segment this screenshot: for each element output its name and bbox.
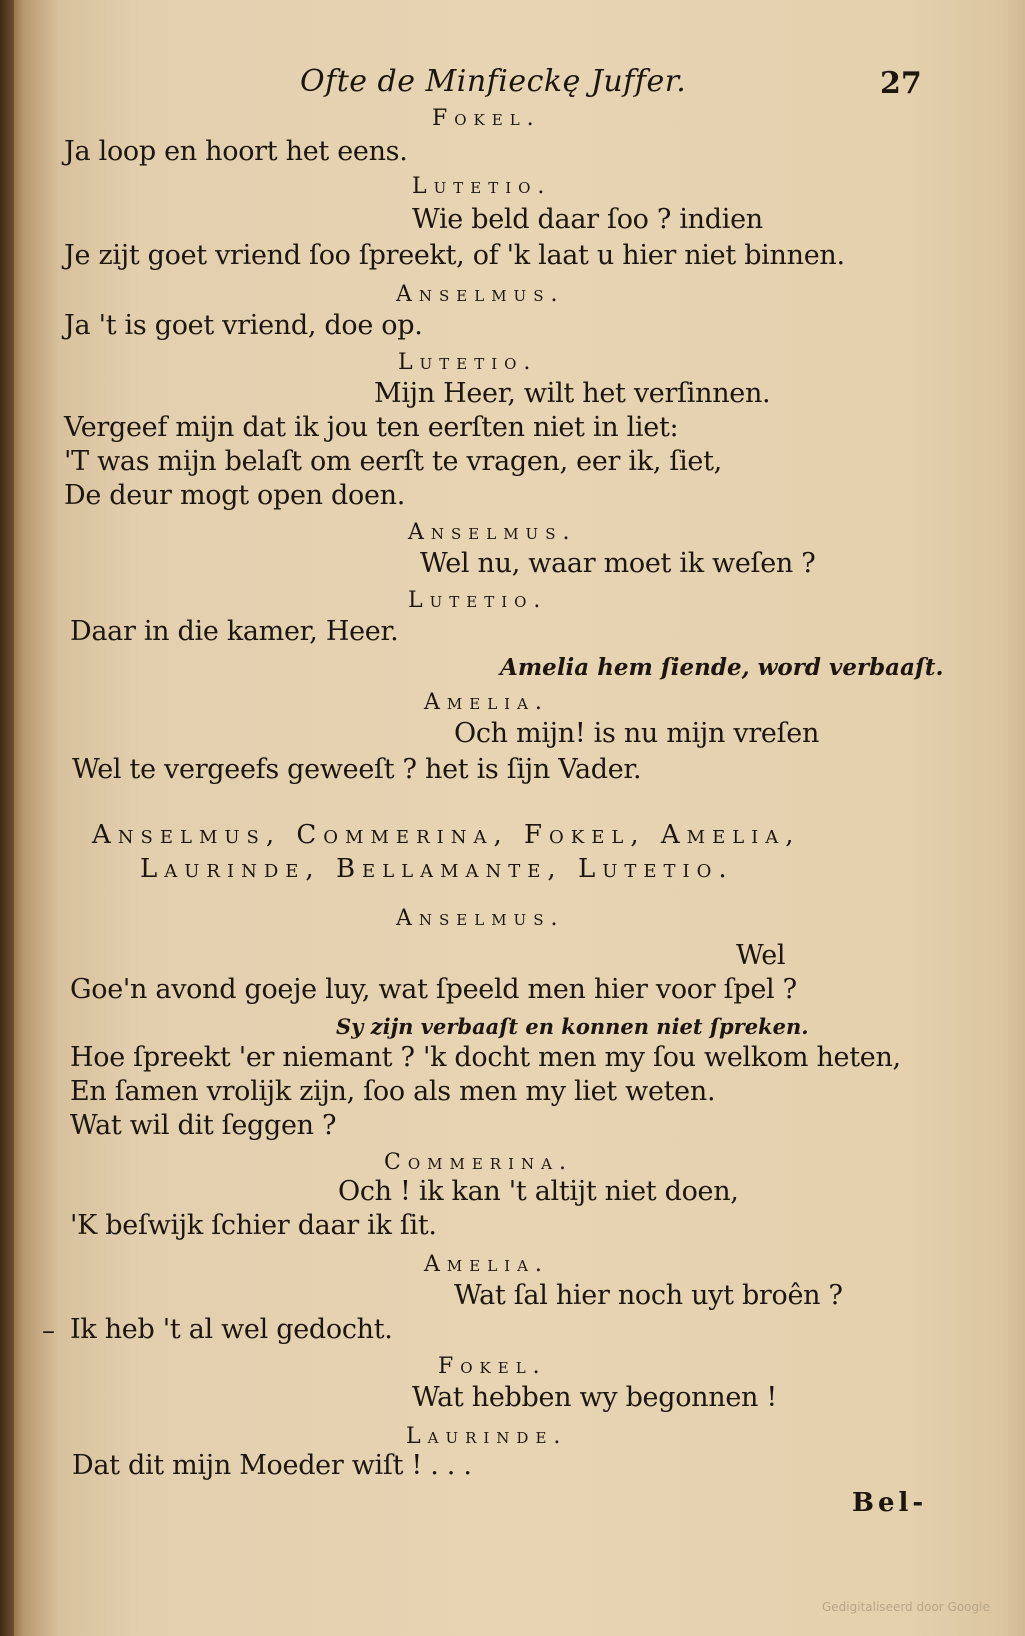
verse-line: Wie beld daar ſoo ? indien: [412, 204, 763, 235]
stage-direction: Sy zijn verbaaſt en konnen niet ſpreken.: [336, 1014, 809, 1039]
speaker-heading: Lutetio.: [398, 350, 538, 375]
speaker-heading: Amelia.: [424, 690, 549, 715]
digitization-watermark: Gedigitaliseerd door Google: [822, 1600, 990, 1614]
cast-list: Laurinde, Bellamante, Lutetio.: [140, 854, 734, 884]
verse-line: Hoe ſpreekt 'er niemant ? 'k docht men my ſou welkom heten,: [70, 1042, 901, 1073]
speaker-heading: Anselmus.: [396, 282, 565, 307]
verse-line: Wel nu, waar moet ik weſen ?: [420, 548, 816, 579]
verse-line: Wat wil dit ſeggen ?: [70, 1110, 337, 1141]
speaker-heading: Anselmus.: [408, 520, 577, 545]
verse-line: Goe'n avond goeje luy, wat ſpeeld men hier voor ſpel ?: [70, 974, 797, 1005]
stage-direction: Amelia hem ſiende, word verbaaſt.: [500, 654, 944, 681]
verse-line: Wel te vergeefs geweeſt ? het is ſijn Vader.: [72, 754, 642, 785]
verse-line: Ja 't is goet vriend, doe op.: [64, 310, 423, 341]
verse-line: Vergeef mijn dat ik jou ten eerſten niet in liet:: [64, 412, 679, 443]
verse-line: Och ! ik kan 't altijt niet doen,: [338, 1176, 739, 1207]
catchword: Bel-: [852, 1488, 928, 1518]
running-title: Ofte de Minfieckę Juffer.: [300, 64, 687, 99]
verse-line: Wat hebben wy begonnen !: [412, 1382, 777, 1413]
verse-line: 'K beſwijk ſchier daar ik ſit.: [70, 1210, 437, 1241]
verse-line: De deur mogt open doen.: [64, 480, 406, 511]
verse-line: En ſamen vrolijk zijn, ſoo als men my liet weten.: [70, 1076, 716, 1107]
verse-line: Dat dit mijn Moeder wiſt ! . . .: [72, 1450, 472, 1481]
speaker-heading: Laurinde.: [406, 1424, 568, 1449]
speaker-heading: Fokel.: [438, 1354, 547, 1379]
verse-line: Och mijn! is nu mijn vreſen: [454, 718, 820, 749]
speaker-heading: Fokel.: [432, 106, 541, 131]
verse-line: Mijn Heer, wilt het verſinnen.: [374, 378, 771, 409]
verse-line: Wel: [736, 940, 786, 971]
verse-line: Ja loop en hoort het eens.: [64, 136, 408, 167]
cast-list: Anselmus, Commerina, Fokel, Amelia,: [92, 820, 801, 850]
verse-line: 'T was mijn belaſt om eerſt te vragen, eer ik, ſiet,: [64, 446, 722, 477]
speaker-heading: Amelia.: [424, 1252, 549, 1277]
binding-edge: [0, 0, 14, 1636]
speaker-heading: Commerina.: [384, 1150, 573, 1175]
speaker-heading: Lutetio.: [408, 588, 548, 613]
verse-line: Daar in die kamer, Heer.: [70, 616, 399, 647]
verse-line: Wat ſal hier noch uyt broên ?: [454, 1280, 843, 1311]
verse-line: Ik heb 't al wel gedocht.: [70, 1314, 393, 1345]
margin-mark: –: [42, 1316, 55, 1346]
speaker-heading: Lutetio.: [412, 174, 552, 199]
speaker-heading: Anselmus.: [396, 906, 565, 931]
verse-line: Je zijt goet vriend ſoo ſpreekt, of 'k laat u hier niet binnen.: [64, 240, 845, 271]
page-number: 27: [880, 66, 922, 101]
